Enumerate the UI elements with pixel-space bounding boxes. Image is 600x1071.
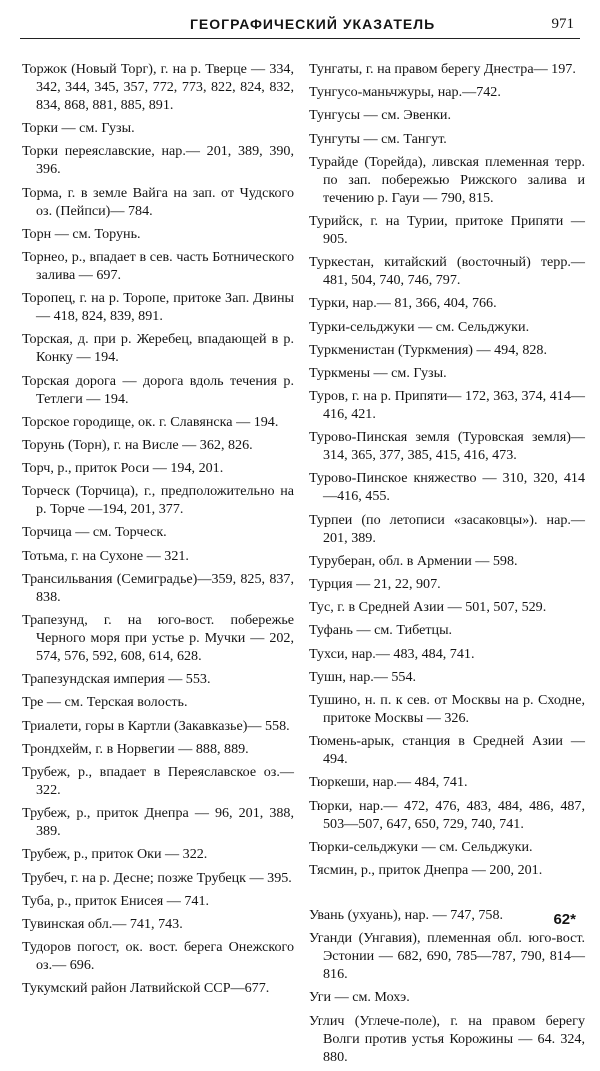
- index-entry: Тюркеши, нар.— 484, 741.: [309, 774, 468, 791]
- index-entry: Торки — см. Гузы.: [22, 120, 135, 137]
- index-entry: Трапезундская империя — 553.: [22, 671, 211, 688]
- index-entry: Торская, д. при р. Жеребец, впадающей в р. Конку — 194.: [22, 331, 294, 366]
- right-column-bottom-group: [309, 906, 585, 1066]
- page-number: 971: [551, 16, 574, 32]
- index-entry: Турайде (Торейда), ливская племенная терр. по зап. побережью Рижского залива и течению р. Гауи — 790, 815.: [309, 153, 585, 206]
- index-entry: Тюрки, нар.— 472, 476, 483, 484, 486, 487, 503—507, 647, 650, 729, 740, 741.: [309, 797, 585, 832]
- index-entry: Туруберан, обл. в Армении — 598.: [309, 552, 518, 569]
- index-entry: Тухси, нар.— 483, 484, 741.: [309, 645, 475, 662]
- index-entry: Трубеж, р., приток Днепра — 96, 201, 388, 389.: [22, 805, 294, 840]
- index-entry: Трубеж, р., впадает в Переяславское оз.— 322.: [22, 763, 294, 798]
- index-entry: Туфань — см. Тибетцы.: [309, 622, 453, 639]
- index-entry: Турки-сельджуки — см. Сельджуки.: [309, 318, 530, 335]
- index-entry: Торопец, г. на р. Торопе, притоке Зап. Двины — 418, 824, 839, 891.: [22, 290, 294, 325]
- index-entry: Трансильвания (Семиградье)—359, 825, 837, 838.: [22, 570, 294, 605]
- index-entry: Тукумский район Латвийской ССР—677.: [22, 980, 270, 997]
- index-entry: Турки, нар.— 81, 366, 404, 766.: [309, 295, 497, 312]
- index-entry: Тунгусо-маньчжуры, нар.—742.: [309, 84, 501, 101]
- signature-mark: 62*: [553, 911, 576, 928]
- index-entry: Торжок (Новый Торг), г. на р. Тверце — 334, 342, 344, 345, 357, 772, 773, 822, 824, 832, 834, 868, 881, 885, 891.: [22, 61, 294, 113]
- running-title: ГЕОГРАФИЧЕСКИЙ УКАЗАТЕЛЬ: [190, 16, 436, 32]
- index-entry: Увань (ухуань), нар. — 747, 758.: [309, 907, 504, 924]
- index-entry: Тре — см. Терская волость.: [22, 694, 188, 711]
- index-entry: Туркмены — см. Гузы.: [309, 364, 447, 381]
- index-entry: Трубеж, р., приток Оки — 322.: [22, 846, 208, 863]
- index-entry: Тунгуты — см. Тангут.: [309, 130, 447, 147]
- index-entry: Торческ (Торчица), г., предположительно на р. Торче —194, 201, 377.: [22, 483, 294, 518]
- left-column: [22, 60, 294, 1002]
- index-entry: Уганди (Унгавия), племенная обл. юго-вост. Эстонии — 682, 690, 785—787, 790, 814—816.: [309, 930, 585, 983]
- index-entry: Углич (Углече-поле), г. на правом берегу Волги против устья Корожины — 64. 324, 880.: [309, 1012, 585, 1065]
- index-entry: Тюрки-сельджуки — см. Сельджуки.: [309, 838, 533, 855]
- index-entry: Тушино, н. п. к сев. от Москвы на р. Сходне, притоке Москвы — 326.: [309, 691, 585, 726]
- index-entry: Туркестан, китайский (восточный) терр.— 481, 504, 740, 746, 797.: [309, 254, 585, 289]
- index-entry: Тунгусы — см. Эвенки.: [309, 107, 451, 124]
- index-entry: Тувинская обл.— 741, 743.: [22, 915, 183, 932]
- index-entry: Торма, г. в земле Вайга на зап. от Чудского оз. (Пейпси)— 784.: [22, 184, 294, 219]
- index-entry: Турпеи (по летописи «засаковцы»). нар.— 201, 389.: [309, 511, 585, 546]
- right-column: [309, 60, 585, 1071]
- index-entry: Торн — см. Торунь.: [22, 225, 141, 242]
- index-entry: Торчица — см. Торческ.: [22, 524, 167, 541]
- index-entry: Торч, р., приток Роси — 194, 201.: [22, 460, 224, 477]
- index-entry: Трондхейм, г. в Норвегии — 888, 889.: [22, 740, 249, 757]
- index-entry: Уги — см. Мохэ.: [309, 989, 410, 1006]
- index-entry: Тясмин, р., приток Днепра — 200, 201.: [309, 861, 543, 878]
- index-entry: Тунгаты, г. на правом берегу Днестра— 197.: [309, 61, 576, 77]
- index-entry: Тус, г. в Средней Азии — 501, 507, 529.: [309, 599, 547, 616]
- index-entry: Торки переяславские, нар.— 201, 389, 390, 396.: [22, 143, 294, 178]
- index-entry: Тотьма, г. на Сухоне — 321.: [22, 547, 189, 564]
- right-column-top-group: [309, 60, 585, 879]
- index-entry: Торнео, р., впадает в сев. часть Ботнического залива — 697.: [22, 248, 294, 283]
- index-entry: Турово-Пинская земля (Туровская земля)—314, 365, 377, 385, 415, 416, 473.: [309, 429, 585, 464]
- letter-gap: [309, 884, 585, 906]
- running-header: [20, 14, 580, 36]
- index-entry: Турийск, г. на Турии, притоке Припяти — 905.: [309, 212, 585, 247]
- index-entry: Торунь (Торн), г. на Висле — 362, 826.: [22, 436, 253, 453]
- index-entry: Тюмень-арык, станция в Средней Азии — 494.: [309, 733, 585, 768]
- index-entry: Торское городище, ок. г. Славянска — 194.: [22, 413, 279, 430]
- index-entry: Турово-Пинское княжество — 310, 320, 414—416, 455.: [309, 470, 585, 505]
- index-entry: Тудоров погост, ок. вост. берега Онежского оз.— 696.: [22, 939, 294, 974]
- index-entry: Трапезунд, г. на юго-вост. побережье Черного моря при устье р. Мучки — 202, 574, 576, 592, 608, 614, 628.: [22, 612, 294, 664]
- index-entry: Туров, г. на р. Припяти— 172, 363, 374, 414—416, 421.: [309, 388, 585, 423]
- index-entry: Туба, р., приток Енисея — 741.: [22, 892, 210, 909]
- index-entry: Трубеч, г. на р. Десне; позже Трубецк — 395.: [22, 869, 292, 886]
- index-entry: Триалети, горы в Картли (Закавказье)— 558.: [22, 717, 290, 734]
- index-entry: Торская дорога — дорога вдоль течения р. Тетлеги — 194.: [22, 372, 294, 407]
- index-entry: Турция — 21, 22, 907.: [309, 576, 441, 592]
- header-rule: [20, 38, 580, 39]
- index-entry: Тушн, нар.— 554.: [309, 668, 417, 685]
- index-entry: Туркменистан (Туркмения) — 494, 828.: [309, 341, 547, 358]
